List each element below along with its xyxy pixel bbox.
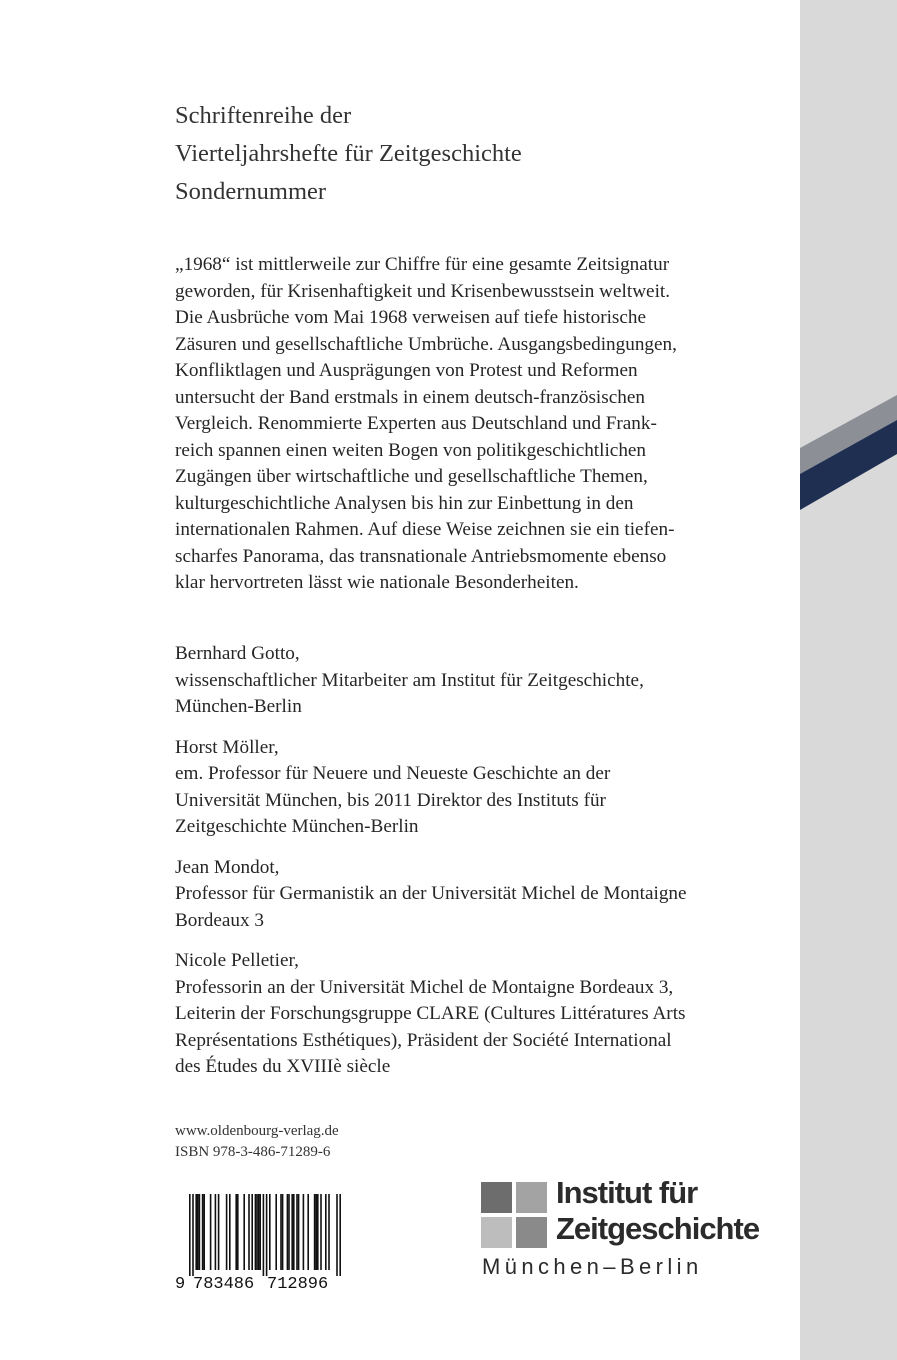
description-line: Die Ausbrüche vom Mai 1968 verweisen auf tiefe historische	[175, 307, 647, 328]
barcode-bar	[328, 1194, 330, 1270]
author-affiliation-line: wissenschaftlicher Mitarbeiter am Institut für Zeitgeschichte,	[175, 669, 644, 691]
logo-square	[481, 1182, 512, 1213]
author-affiliation-line: Zeitgeschichte München-Berlin	[175, 816, 419, 837]
author-affiliation-line: Universität München, bis 2011 Direktor des Instituts für	[175, 789, 606, 811]
barcode-bar	[317, 1194, 319, 1270]
barcode-bar	[269, 1194, 271, 1270]
barcode-bar	[215, 1194, 217, 1270]
barcode-bar	[237, 1194, 239, 1270]
barcode-bar	[195, 1194, 197, 1270]
barcode-digits: 783486	[193, 1275, 255, 1290]
logo-squares-icon	[481, 1182, 547, 1248]
barcode-bar	[197, 1194, 199, 1270]
barcode-bar	[266, 1194, 268, 1276]
author-list	[175, 641, 687, 1095]
description-line: „1968“ ist mittlerweile zur Chiffre für eine gesamte Zeitsignatur	[175, 254, 670, 275]
description-line: klar hervortreten lässt wie nationale Besonderheiten.	[175, 572, 579, 593]
description-line: geworden, für Krisenhaftigkeit und Krisenbewusstsein weltweit.	[175, 280, 671, 302]
barcode-digits: 712896	[267, 1275, 329, 1290]
book-description	[175, 252, 755, 597]
barcode-bar	[251, 1194, 253, 1270]
isbn-number: ISBN 978-3-486-71289-6	[175, 1144, 331, 1160]
author-affiliation-line: Bordeaux 3	[175, 909, 264, 931]
barcode-bar	[325, 1194, 327, 1270]
barcode-bar	[339, 1194, 341, 1276]
barcode-bar	[210, 1194, 212, 1270]
barcode-bar	[263, 1194, 265, 1276]
description-line: Konfliktlagen und Ausprägungen von Protest und Reformen	[175, 360, 638, 381]
barcode-bar	[235, 1194, 237, 1270]
barcode-bar	[296, 1194, 298, 1270]
barcode-bar	[259, 1194, 261, 1270]
barcode-bar	[336, 1194, 338, 1276]
author-entry	[175, 948, 687, 1081]
author-affiliation-line: em. Professor für Neuere und Neueste Geschichte an der	[175, 763, 611, 784]
logo-city: München–Berlin	[482, 1254, 703, 1279]
author-affiliation-line: Leiterin der Forschungsgruppe CLARE (Cultures Littératures Arts	[175, 1003, 686, 1024]
series-title-line-3: Sondernummer	[175, 178, 327, 205]
barcode-bar	[226, 1194, 228, 1270]
logo-square	[516, 1182, 547, 1213]
barcode-bar	[320, 1194, 322, 1270]
barcode-bar	[280, 1194, 282, 1270]
barcode-bar	[291, 1194, 293, 1270]
author-entry	[175, 641, 687, 721]
barcode-bar	[307, 1194, 309, 1270]
description-line: internationalen Rahmen. Auf diese Weise zeichnen sie ein tiefen-	[175, 519, 675, 540]
description-line: scharfes Panorama, das transnationale Antriebsmomente ebenso	[175, 545, 667, 567]
author-affiliation-line: München-Berlin	[175, 696, 302, 717]
logo-wordmark	[556, 1175, 759, 1247]
publisher-info	[175, 1121, 339, 1163]
barcode-bar	[282, 1194, 284, 1270]
spine-side-band	[800, 0, 897, 1360]
barcode-bar	[199, 1194, 201, 1270]
author-name: Jean Mondot,	[175, 856, 280, 878]
barcode-bar	[315, 1194, 317, 1270]
barcode-bar	[218, 1194, 220, 1270]
description-line: Vergleich. Renommierte Experten aus Deutschland und Frank-	[175, 413, 657, 434]
author-affiliation-line: Représentations Esthétiques), Präsident der Société International	[175, 1029, 672, 1051]
publisher-url: www.oldenbourg-verlag.de	[175, 1123, 339, 1139]
logo-square	[516, 1217, 547, 1248]
cover-stripe-decoration	[800, 0, 897, 1360]
series-title-line-1: Schriftenreihe der	[175, 102, 352, 129]
author-affiliation-line: Professorin an der Universität Michel de Montaigne Bordeaux 3,	[175, 976, 674, 998]
description-line: Zäsuren und gesellschaftliche Umbrüche. Ausgangsbedingungen,	[175, 333, 677, 355]
series-title	[175, 97, 522, 211]
barcode-bar	[258, 1194, 260, 1270]
barcode-bar	[192, 1194, 194, 1276]
barcode-bar	[287, 1194, 289, 1270]
barcode-bar	[255, 1194, 257, 1270]
description-line: untersucht der Band erstmals in einem deutsch-französischen	[175, 386, 645, 408]
barcode-bar	[293, 1194, 295, 1270]
description-line: kulturgeschichtliche Analysen bis hin zur Einbettung in den	[175, 492, 634, 514]
barcode-bar	[288, 1194, 290, 1270]
barcode-bar	[298, 1194, 300, 1270]
author-affiliation-line: des Études du XVIIIè siècle	[175, 1056, 391, 1077]
author-name: Horst Möller,	[175, 736, 279, 758]
barcode-bar	[229, 1194, 231, 1270]
barcode-bar	[243, 1194, 245, 1270]
description-line: Zugängen über wirtschaftliche und gesellschaftliche Themen,	[175, 466, 648, 487]
barcode-bar	[202, 1194, 204, 1270]
author-entry	[175, 855, 687, 935]
barcode-icon	[175, 1194, 345, 1290]
description-line: reich spannen einen weiten Bogen von politikgeschichtlichen	[175, 439, 647, 461]
institute-logo	[481, 1175, 760, 1286]
barcode-bar	[248, 1194, 250, 1270]
barcode-bar	[203, 1194, 205, 1270]
author-name: Nicole Pelletier,	[175, 950, 299, 971]
barcode-bar	[189, 1194, 191, 1276]
series-title-line-2: Vierteljahrshefte für Zeitgeschichte	[175, 140, 522, 167]
barcode-bar	[303, 1194, 305, 1270]
author-entry	[175, 735, 687, 841]
logo-line-1: Institut für	[556, 1175, 698, 1210]
author-affiliation-line: Professor für Germanistik an der Universität Michel de Montaigne	[175, 883, 687, 904]
barcode-bar	[256, 1194, 258, 1270]
author-name: Bernhard Gotto,	[175, 643, 300, 664]
logo-line-2: Zeitgeschichte	[556, 1211, 760, 1246]
barcode-digits: 9	[175, 1275, 186, 1290]
barcode-bar	[314, 1194, 316, 1270]
barcode-bar	[275, 1194, 277, 1270]
logo-square	[481, 1217, 512, 1248]
